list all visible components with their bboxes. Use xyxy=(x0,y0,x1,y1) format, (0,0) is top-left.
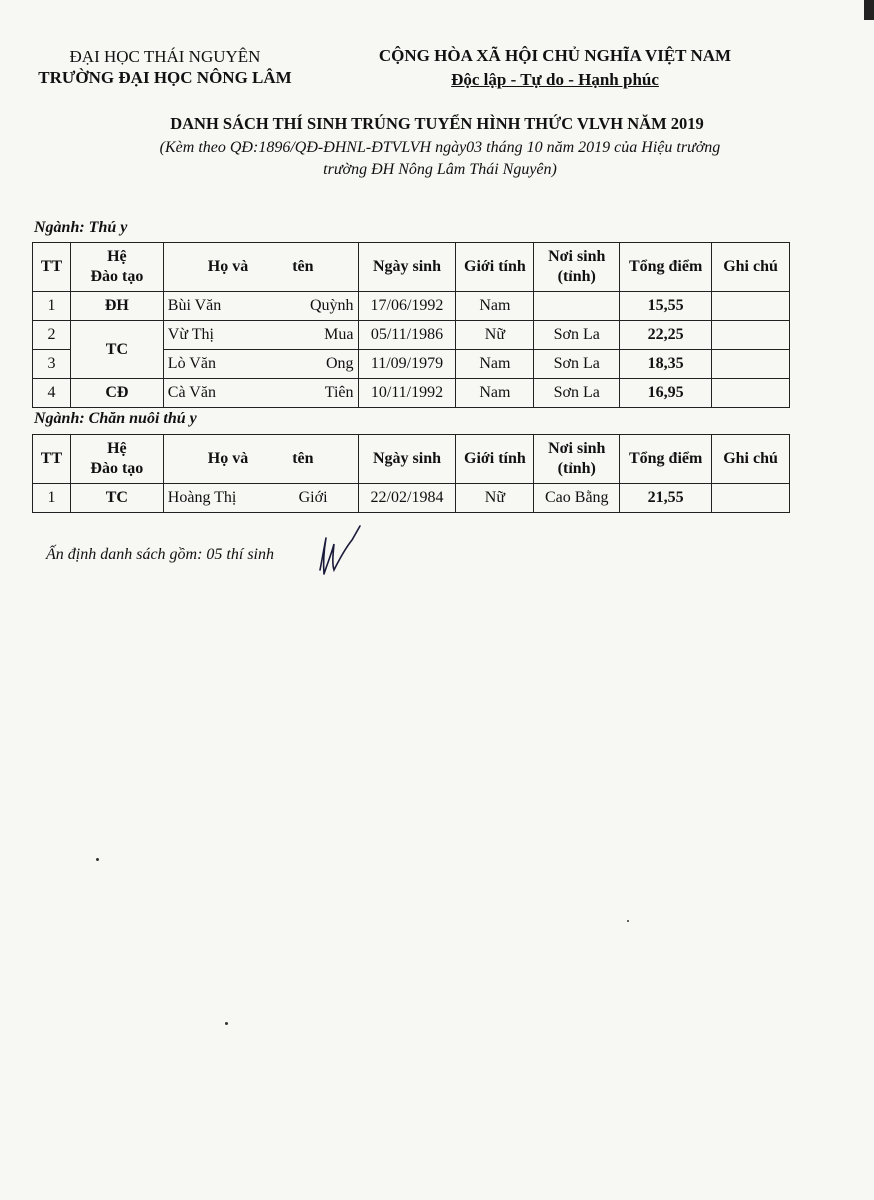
cell-noi-sinh: Sơn La xyxy=(534,321,620,350)
university-name: TRƯỜNG ĐẠI HỌC NÔNG LÂM xyxy=(38,68,292,87)
col-ten: tên xyxy=(292,450,314,467)
cell-ten: Mua xyxy=(324,326,354,343)
col-tt: TT xyxy=(33,243,71,292)
col-gioi-tinh: Giới tính xyxy=(456,243,534,292)
document-subtitle xyxy=(80,137,800,181)
cell-ngay-sinh: 05/11/1986 xyxy=(358,321,456,350)
candidates-table-chan-nuoi-thu-y xyxy=(32,434,790,513)
country-name: CỘNG HÒA XÃ HỘI CHỦ NGHĨA VIỆT NAM xyxy=(378,46,732,65)
col-he-line1: Hệ xyxy=(107,440,127,457)
table-row xyxy=(33,292,790,321)
cell-noi-sinh xyxy=(534,292,620,321)
section-label-chan-nuoi-thu-y: Ngành: Chăn nuôi thú y xyxy=(34,410,197,427)
cell-ngay-sinh: 10/11/1992 xyxy=(358,379,456,408)
scan-speck xyxy=(96,858,99,861)
subtitle-line-1: (Kèm theo QĐ:1896/QĐ-ĐHNL-ĐTVLVH ngày03 tháng 10 năm 2019 của Hiệu trưởng xyxy=(159,139,721,156)
cell-tong-diem: 22,25 xyxy=(620,321,712,350)
col-ho-ten xyxy=(163,435,358,484)
col-ho-va: Họ và xyxy=(207,450,249,467)
cell-noi-sinh: Sơn La xyxy=(534,379,620,408)
cell-tong-diem: 18,35 xyxy=(620,350,712,379)
cell-tt: 1 xyxy=(33,292,71,321)
scan-speck xyxy=(627,920,629,922)
issuing-organization xyxy=(30,46,300,88)
col-noi-sinh xyxy=(534,243,620,292)
cell-ten: Quỳnh xyxy=(309,297,354,314)
parent-university: ĐẠI HỌC THÁI NGUYÊN xyxy=(69,47,261,66)
cell-ten: Ong xyxy=(325,355,354,372)
cell-gioi-tinh: Nữ xyxy=(456,321,534,350)
cell-he: TC xyxy=(70,321,163,379)
cell-ghi-chu xyxy=(712,379,790,408)
cell-ten: Giới xyxy=(298,489,328,506)
col-ghi-chu: Ghi chú xyxy=(712,243,790,292)
col-gioi-tinh: Giới tính xyxy=(456,435,534,484)
cell-gioi-tinh: Nam xyxy=(456,379,534,408)
cell-tong-diem: 16,95 xyxy=(620,379,712,408)
cell-ho-ten xyxy=(163,350,358,379)
col-noi-sinh xyxy=(534,435,620,484)
national-motto xyxy=(360,44,750,92)
cell-gioi-tinh: Nam xyxy=(456,292,534,321)
table-row xyxy=(33,379,790,408)
col-he-dao-tao xyxy=(70,435,163,484)
cell-ghi-chu xyxy=(712,484,790,513)
col-ngay-sinh: Ngày sinh xyxy=(358,243,456,292)
cell-ho: Vừ Thị xyxy=(167,326,214,343)
section-label-thu-y: Ngành: Thú y xyxy=(34,219,128,236)
cell-ho-ten xyxy=(163,484,358,513)
cell-tt: 4 xyxy=(33,379,71,408)
scan-edge xyxy=(864,0,874,20)
col-noi-sinh-line2: (tỉnh) xyxy=(557,460,596,477)
cell-gioi-tinh: Nam xyxy=(456,350,534,379)
col-ghi-chu: Ghi chú xyxy=(712,435,790,484)
col-ho-va: Họ và xyxy=(207,258,249,275)
scan-speck xyxy=(225,1022,228,1025)
cell-ghi-chu xyxy=(712,350,790,379)
col-noi-sinh-line1: Nơi sinh xyxy=(548,248,606,265)
cell-tong-diem: 21,55 xyxy=(620,484,712,513)
cell-noi-sinh: Sơn La xyxy=(534,350,620,379)
cell-ho-ten xyxy=(163,379,358,408)
table-row xyxy=(33,484,790,513)
col-noi-sinh-line2: (tỉnh) xyxy=(557,268,596,285)
document-title: DANH SÁCH THÍ SINH TRÚNG TUYỂN HÌNH THỨC VLVH NĂM 2019 xyxy=(170,114,704,133)
col-noi-sinh-line1: Nơi sinh xyxy=(548,440,606,457)
col-ten: tên xyxy=(292,258,314,275)
cell-tong-diem: 15,55 xyxy=(620,292,712,321)
cell-ho: Bùi Văn xyxy=(167,297,222,314)
cell-tt: 1 xyxy=(33,484,71,513)
cell-ngay-sinh: 11/09/1979 xyxy=(358,350,456,379)
cell-ghi-chu xyxy=(712,292,790,321)
candidates-table-thu-y xyxy=(32,242,790,408)
col-tong-diem: Tổng điểm xyxy=(620,243,712,292)
col-he-line2: Đào tạo xyxy=(90,460,144,477)
col-ngay-sinh: Ngày sinh xyxy=(358,435,456,484)
col-tt: TT xyxy=(33,435,71,484)
cell-ho: Cà Văn xyxy=(167,384,216,401)
col-he-line2: Đào tạo xyxy=(90,268,144,285)
cell-noi-sinh: Cao Bằng xyxy=(534,484,620,513)
col-he-line1: Hệ xyxy=(107,248,127,265)
motto-slogan: Độc lập - Tự do - Hạnh phúc xyxy=(451,70,659,89)
cell-ho: Hoàng Thị xyxy=(167,489,237,506)
list-confirmation-note: Ấn định danh sách gồm: 05 thí sinh xyxy=(46,546,274,563)
cell-gioi-tinh: Nữ xyxy=(456,484,534,513)
cell-ten: Tiên xyxy=(324,384,354,401)
cell-ngay-sinh: 22/02/1984 xyxy=(358,484,456,513)
cell-tt: 3 xyxy=(33,350,71,379)
cell-he: CĐ xyxy=(70,379,163,408)
col-he-dao-tao xyxy=(70,243,163,292)
cell-ho: Lò Văn xyxy=(167,355,216,372)
subtitle-line-2: trường ĐH Nông Lâm Thái Nguyên) xyxy=(323,161,557,178)
cell-tt: 2 xyxy=(33,321,71,350)
handwritten-signature xyxy=(306,522,366,582)
col-ho-ten xyxy=(163,243,358,292)
col-tong-diem: Tổng điểm xyxy=(620,435,712,484)
cell-ngay-sinh: 17/06/1992 xyxy=(358,292,456,321)
cell-ho-ten xyxy=(163,292,358,321)
table-row xyxy=(33,321,790,350)
cell-ho-ten xyxy=(163,321,358,350)
cell-he: ĐH xyxy=(70,292,163,321)
cell-ghi-chu xyxy=(712,321,790,350)
table-header-row xyxy=(33,243,790,292)
table-header-row xyxy=(33,435,790,484)
cell-he: TC xyxy=(70,484,163,513)
